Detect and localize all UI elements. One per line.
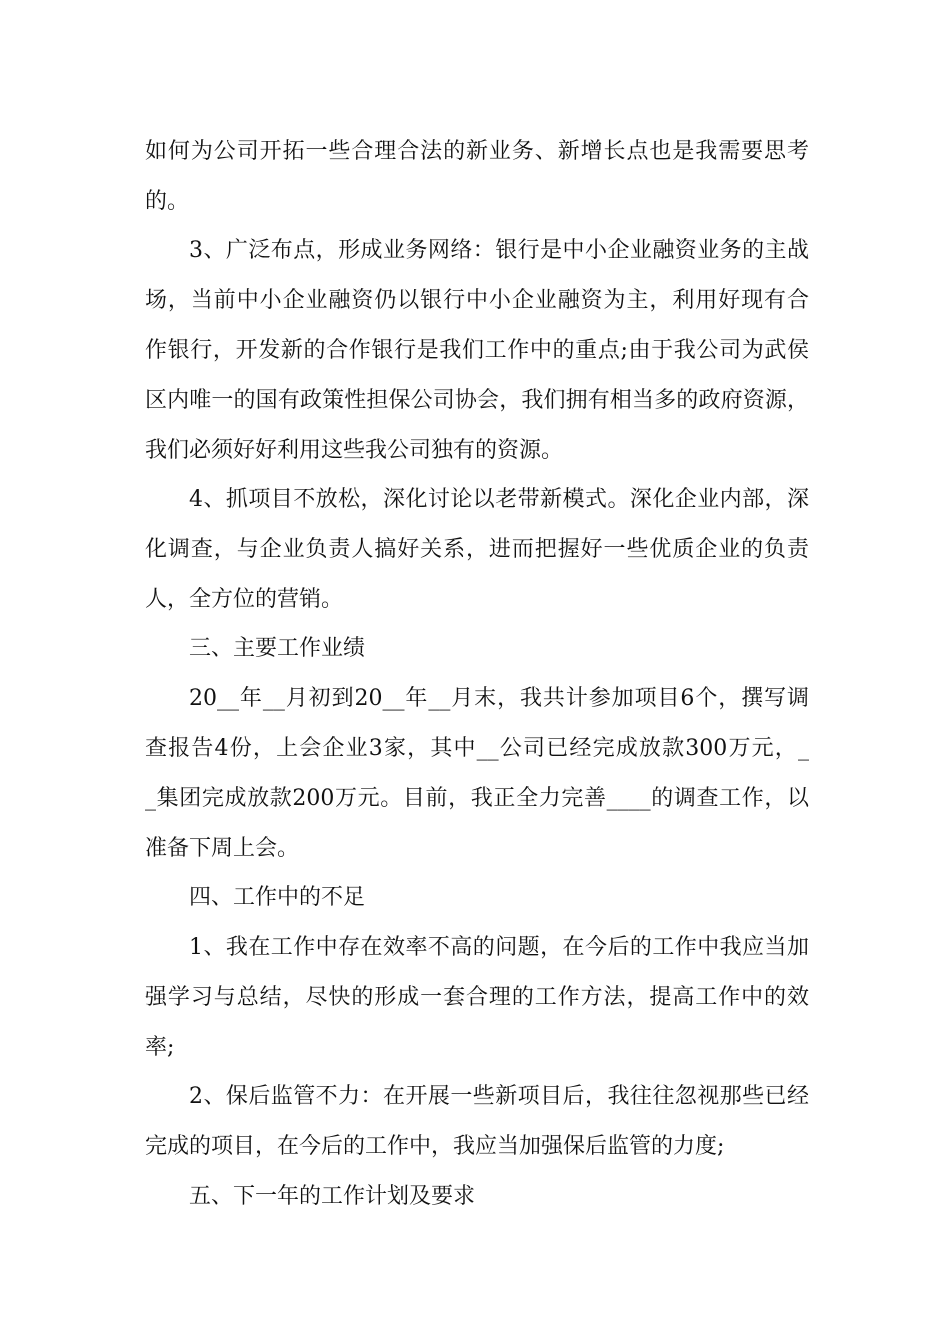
- text-line: 2、保后监管不力：在开展一些新项目后，我往往忽视那些已经: [189, 1084, 809, 1109]
- text-line: 的。: [145, 189, 190, 214]
- text-line: 1、我在工作中存在效率不高的问题，在今后的工作中我应当加: [189, 935, 809, 960]
- text-line: 率;: [145, 1035, 175, 1060]
- section-heading: 三、主要工作业绩: [189, 636, 366, 661]
- paragraph-3-line: 3、广泛布点，形成业务网络：银行是中小企业融资业务的主战: [189, 238, 809, 263]
- text-line: 我们必须好好利用这些我公司独有的资源。: [145, 438, 564, 463]
- text-line: 场，当前中小企业融资仍以银行中小企业融资为主，利用好现有合: [145, 288, 809, 313]
- text-line: 化调查，与企业负责人搞好关系，进而把握好一些优质企业的负责: [145, 537, 809, 562]
- paragraph-4-line: 4、抓项目不放松，深化讨论以老带新模式。深化企业内部，深: [189, 487, 809, 512]
- text-line: 完成的项目，在今后的工作中，我应当加强保后监管的力度;: [145, 1134, 725, 1159]
- text-line: 查报告4份，上会企业3家，其中__公司已经完成放款300万元，_: [145, 736, 809, 761]
- section-heading: 四、工作中的不足: [189, 885, 366, 910]
- text-line: 作银行，开发新的合作银行是我们工作中的重点;由于我公司为武侯: [145, 338, 809, 363]
- text-line: 人，全方位的营销。: [145, 587, 344, 612]
- text-line: 强学习与总结，尽快的形成一套合理的工作方法，提高工作中的效: [145, 985, 809, 1010]
- text-line: 如何为公司开拓一些合理合法的新业务、新增长点也是我需要思考: [145, 139, 809, 164]
- text-line: 准备下周上会。: [145, 836, 300, 861]
- text-line: 20__年__月初到20__年__月末，我共计参加项目6个，撰写调: [189, 686, 809, 711]
- text-line: 区内唯一的国有政策性担保公司协会，我们拥有相当多的政府资源，: [145, 388, 809, 413]
- text-line: _集团完成放款200万元。目前，我正全力完善____的调查工作，以: [145, 786, 809, 811]
- section-heading: 五、下一年的工作计划及要求: [189, 1184, 476, 1209]
